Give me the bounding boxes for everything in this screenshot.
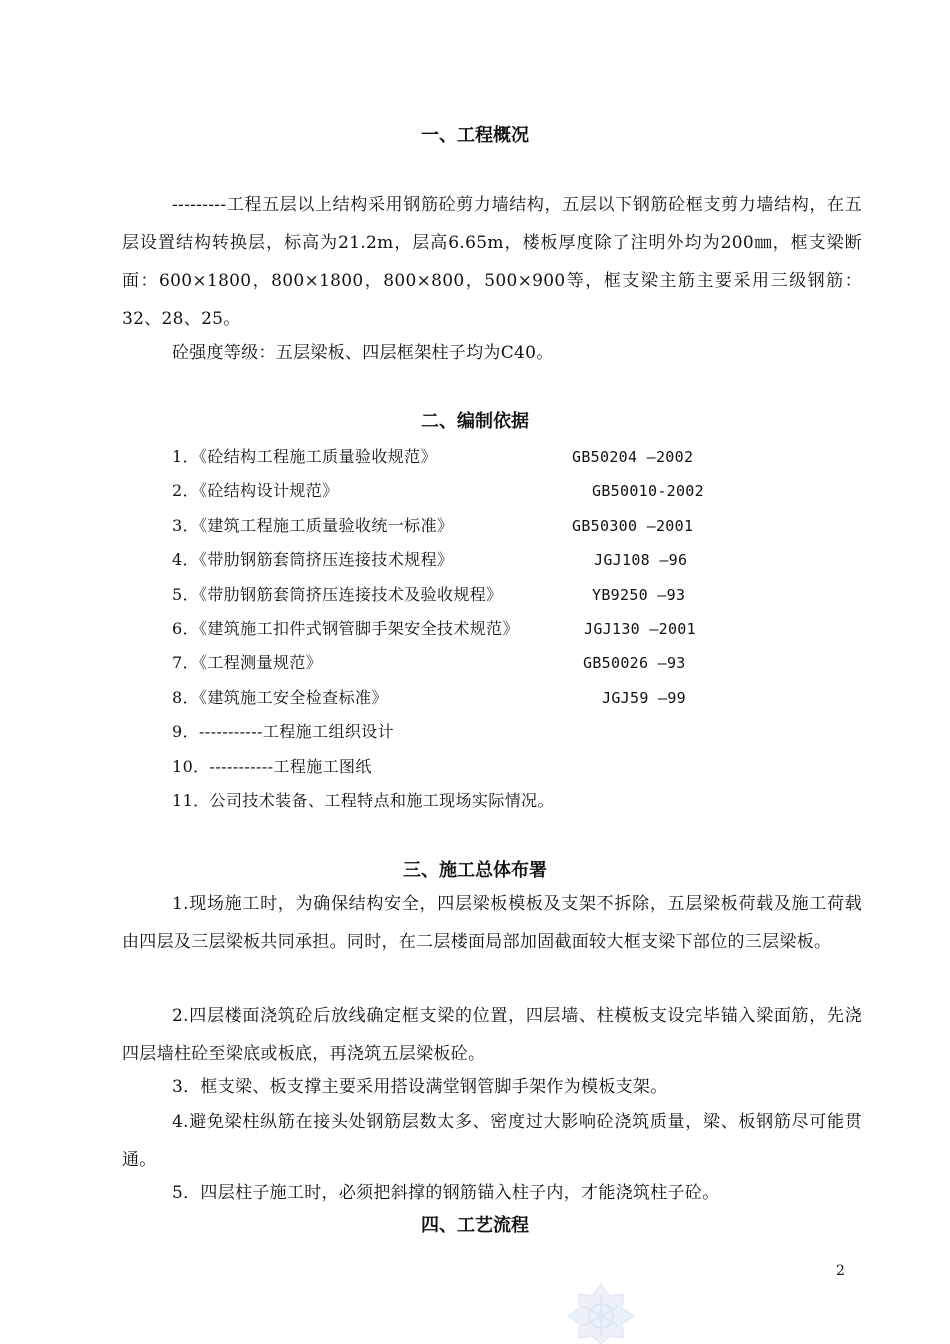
section-heading-process: 四、工艺流程 [421,1215,529,1236]
page-number: 2 [836,1263,845,1279]
reference-code: YB9250 —93 [592,586,686,604]
snowflake-logo-icon [566,1282,636,1344]
reference-title: 4．《带肋钢筋套筒挤压连接技术规程》 [172,550,454,569]
layout-paragraph-3: 3．框支梁、板支撑主要采用搭设满堂钢管脚手架作为模板支架。 [172,1077,668,1097]
reference-item-11: 11．公司技术装备、工程特点和施工现场实际情况。 [172,791,554,810]
reference-item [172,584,732,606]
reference-item [172,687,732,709]
section-heading-layout: 三、施工总体布署 [403,860,547,881]
reference-item [172,549,732,571]
reference-title: 6．《建筑施工扣件式钢管脚手架安全技术规范》 [172,619,519,638]
reference-title: 3．《建筑工程施工质量验收统一标准》 [172,516,454,535]
section-heading-overview: 一、工程概况 [421,125,529,146]
reference-title: 2．《砼结构设计规范》 [172,481,339,500]
reference-code: GB50204 —2002 [572,448,694,466]
layout-paragraph-5: 5．四层柱子施工时，必须把斜撑的钢筋锚入柱子内，才能浇筑柱子砼。 [172,1183,720,1203]
reference-title: 5．《带肋钢筋套筒挤压连接技术及验收规程》 [172,585,503,604]
overview-paragraph-2: 砼强度等级：五层梁板、四层框架柱子均为C40。 [172,343,554,363]
reference-code: GB50026 —93 [583,654,686,672]
reference-code: JGJ59 —99 [602,689,686,707]
reference-code: JGJ108 —96 [594,551,688,569]
reference-code: GB50300 —2001 [572,517,694,535]
layout-paragraph-1: 1.现场施工时，为确保结构安全，四层梁板模板及支架不拆除，五层梁板荷载及施工荷载由四层及三层梁板共同承担。同时，在二层楼面局部加固截面较大框支梁下部位的三层梁板。 [122,894,862,952]
reference-item-9: 9．-----------工程施工组织设计 [172,722,395,741]
reference-item [172,480,732,502]
section-heading-basis: 二、编制依据 [421,411,529,432]
overview-paragraph-1: ---------工程五层以上结构采用钢筋砼剪力墙结构，五层以下钢筋砼框支剪力墙结构，在五层设置结构转换层，标高为21.2m，层高6.65m，楼板厚度除了注明外均为200㎜，框支梁断面：600×1800，800×1800，800×800，500×900等，框支梁主筋主要采用三级钢筋：32、28、25。 [122,195,862,329]
reference-item [172,618,732,640]
reference-item [172,446,732,468]
reference-code: JGJ130 —2001 [584,620,696,638]
reference-item [172,652,732,674]
reference-item [172,515,732,537]
reference-code: GB50010-2002 [592,482,704,500]
reference-title: 8．《建筑施工安全检查标准》 [172,688,388,707]
reference-title: 1．《砼结构工程施工质量验收规范》 [172,447,437,466]
layout-paragraph-2: 2.四层楼面浇筑砼后放线确定框支梁的位置，四层墙、柱模板支设完毕锚入梁面筋，先浇四层墙柱砼至梁底或板底，再浇筑五层梁板砼。 [122,1006,862,1064]
reference-item-10: 10．-----------工程施工图纸 [172,757,372,776]
layout-paragraph-4: 4.避免梁柱纵筋在接头处钢筋层数太多、密度过大影响砼浇筑质量，梁、板钢筋尽可能贯通。 [122,1112,862,1170]
reference-title: 7．《工程测量规范》 [172,653,323,672]
